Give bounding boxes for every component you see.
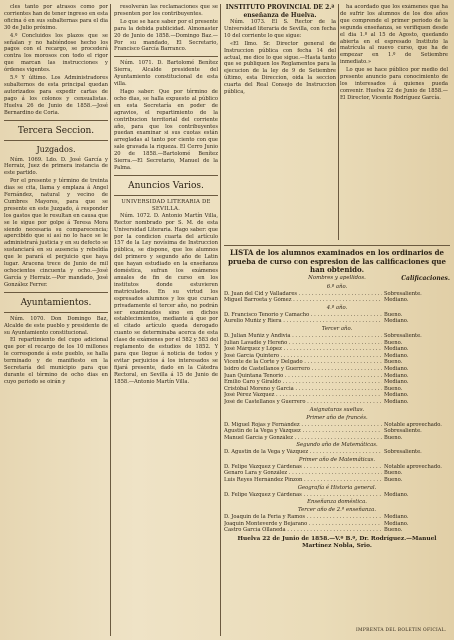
names-header: Nombres y apellidos. <box>308 274 366 281</box>
paragraph: Lo que se hace saber por el presente para la debida publicidad. Almonaster 20 de Junio de 1858.—Domingo Baz.—Por su mandado, El Secretario, Francisco García Barranco. <box>114 18 218 53</box>
column-rule <box>110 4 111 636</box>
group-heading: Tercer año de 2.ª enseñanza. <box>297 507 377 514</box>
group-heading: Primer año de francés. <box>306 414 368 421</box>
list-item <box>224 346 450 353</box>
student-name: D. Felipe Vázquez y Cárdenas . . . <box>224 464 382 471</box>
list-item <box>224 340 450 347</box>
student-name: Emilio Caro y Giraldo . . . <box>224 379 382 386</box>
group-heading: 4.º año. <box>326 304 348 311</box>
student-name: Isidro de Castellanos y Guerrero . . . <box>224 366 382 373</box>
student-name: D. Julian Muñiz y Andivia . . . <box>224 333 382 340</box>
paragraph: Núm. 1073. El S. Rector de la Universidad literaria de Sevilla, con fecha 10 del corriente lo que sigue: <box>224 19 336 39</box>
group-heading: Asignaturas sueltas. <box>309 406 365 413</box>
student-name: D. Felipe Vázquez y Cárdenas . . . <box>224 492 382 499</box>
divider <box>4 312 108 313</box>
grade: Sobresaliente. <box>384 428 422 435</box>
student-name: Cristóbal Moreno y Garcia . . . <box>224 386 382 393</box>
list-item <box>224 527 450 534</box>
student-name: Castro García Ollaneda . . . <box>224 527 382 534</box>
exam-results-list <box>224 242 450 636</box>
imprint: IMPRENTA DEL BOLETIN OFICIAL. <box>356 628 447 633</box>
grade: Bueno. <box>384 527 403 534</box>
student-name: D. Agustin de la Vega y Vázquez . . . <box>224 449 382 456</box>
grade: Mediano. <box>384 352 409 359</box>
student-name: José Pérez Vázquez . . . <box>224 392 382 399</box>
divider <box>224 245 450 246</box>
grade: Mediano. <box>384 491 409 498</box>
student-name: Miguel Barroeta y Gómez . . . <box>224 297 382 304</box>
list-item <box>224 399 450 406</box>
list-item <box>224 477 450 484</box>
list-item <box>224 428 450 435</box>
student-name: Manuel García y González . . . <box>224 435 382 442</box>
paragraph: Hago saber: Que por término de ocho dias, se halla expuesto al público en esta Secretaría en poder de agravios, el repartimiento de la contribucion territorial del corriente año, para que los contribuyentes puedan examinar si sus cuotas están arregladas al tanto por ciento con que sale gravada la riqueza. El Cerro Junio 20 de 1858.—Bartolomé Benítez Sierra.—El Secretario, Manuel de la Palma. <box>114 88 218 171</box>
section-title: Tercera Seccion. <box>17 125 95 136</box>
column-4 <box>340 4 448 240</box>
paragraph: Por el presente y término de treinta dias se cita, llama y emplaza á Angel Fernández, natural y vecino de Cumbres Mayores, para que se presente en este Juzgado, á responder los gastos que le resultan en causa que se le sigue por golpe á Teresa Mora siendo necesaria su comparecencia; apercibido que si así no lo hace se le administrará justicia y en su defecto se sustanciará en su ausencia y rebeldía que le parará el perjuicio que haya lugar. Aracena trece de Junio de mil ochocientos cincuenta y ocho.—José García y Herraiz.—Por mandado, José González Ferrer. <box>4 178 108 288</box>
column-1 <box>4 4 108 636</box>
student-name: Aurelio Muñiz y Riera . . . <box>224 318 382 325</box>
student-name: D. Joaquin de la Feria y Ramos . . . <box>224 514 382 521</box>
student-name: Agustin de la Vega y Vázquez . . . <box>224 428 382 435</box>
grade: Mediano. <box>384 514 409 521</box>
divider <box>114 56 218 57</box>
student-name: D. Miguel Rojas y Fernández . . . <box>224 422 382 429</box>
list-item <box>224 470 450 477</box>
result-groups <box>224 283 450 534</box>
grade: Mediano. <box>384 297 409 304</box>
list-item <box>224 318 450 325</box>
list-item <box>224 521 450 528</box>
subsection-title: Juzgados. <box>36 144 76 154</box>
paragraph: 5.º Y último. Los Administradores subalternos de esta principal quedan autorizados para expedir cartas de pago á los colonos y censualistas. Huelva 26 de Junio de 1858.—José Bernardino de Coria. <box>4 75 108 116</box>
grade: Notable aprovechado. <box>384 421 442 428</box>
list-item <box>224 291 450 298</box>
student-name: José de Castellanos y Guerrero . . . <box>224 399 382 406</box>
grade: Mediano. <box>384 346 409 353</box>
paragraph: cles tanto por atrasos como por corrientes han de tener ingreso en esta oficina ó en sus subalternas para el dia 30 de Julio próximo. <box>4 4 108 31</box>
grade: Bueno. <box>384 385 403 392</box>
list-item <box>224 422 450 429</box>
divider <box>4 292 108 293</box>
paragraph: Núm. 1072. D. Antonio Martín Villa, Rector nombrado por S. M. de esta Universidad Literaria. Hago saber: que por la condicion cuarta del artículo 157 de la Ley novísima de Instruccion pública, se dispone, que los alumnos del primero y segundo año de Latin que hayan estudiado en la enseñanza doméstica, sufran los exámenes anuales de fin de curso en los institutos donde estuvieren matriculados. En su virtud los espresados alumnos y los que cursan privadamente el tercer año, no podrán ser examinados sino en dichos establecimientos, mediante á que por el citado artículo queda derogado cuanto se determinaba acerca de esta clase de exámenes por el 582 y 583 del reglamento de estudios de 1852. Y para que llegue á noticia de todos y evitar perjuicios á los interesados se fijará presente, dado en la Cátedra Rectoral, en Sevilla á 15 de Junio de 1858.—Antonio Martín Villa. <box>114 212 218 385</box>
paragraph: Núm. 1070. Don Domingo Baz, Alcalde de este pueblo y presidente de su Ayuntamiento constitucional. <box>4 315 108 336</box>
group-heading: 6.º año. <box>326 283 348 290</box>
student-name: Genaro Lara y González . . . <box>224 470 382 477</box>
section-title: Anuncios Varios. <box>128 180 204 191</box>
column-rule <box>220 4 221 636</box>
student-name: Vicente de la Corte y Delgado . . . <box>224 359 382 366</box>
group-heading: Enseñanza doméstica. <box>307 499 367 506</box>
grade: Bueno. <box>384 434 403 441</box>
group-heading: Segundo año de Matemáticas. <box>296 442 378 449</box>
subsection-title: UNIVERSIDAD LITERARIA DE SEVILLA. <box>121 198 211 212</box>
student-name: Luis Reyes Hernández Pinzon . . . <box>224 477 382 484</box>
grade: Bueno. <box>384 477 403 484</box>
grade: Mediano. <box>384 379 409 386</box>
grade: Mediano. <box>384 372 409 379</box>
divider <box>114 175 218 176</box>
list-item <box>224 435 450 442</box>
section-title: Ayuntamientos. <box>20 297 92 308</box>
student-name: D. Juan del Cid y Valladares . . . <box>224 291 382 298</box>
list-item <box>224 386 450 393</box>
grade: Sobresaliente. <box>384 290 422 297</box>
group-heading: Geografía é Historia general. <box>297 484 377 491</box>
list-item <box>224 297 450 304</box>
grade: Bueno. <box>384 470 403 477</box>
grade: Mediano. <box>384 318 409 325</box>
student-name: José Márquez y López . . . <box>224 346 382 353</box>
grade: Mediano. <box>384 398 409 405</box>
paragraph: ha acordado que los exámenes que ha de sufrir los alumnos de los dos años que comprende el primer periodo de la segunda enseñanza, se verifiquen desde el dia 1.º al 15 de Agosto, quedando abierta en el espresado Instituto la matrícula al nuevo curso, que ha de empezar en 1.º de Setiembre inmediato.» <box>340 4 448 66</box>
notice-heading: INSTITUTO PROVINCIAL DE 2.ª enseñanza de Huelva. <box>225 4 335 19</box>
list-item <box>224 333 450 340</box>
grade: Sobresaliente. <box>384 449 422 456</box>
list-item <box>224 373 450 380</box>
column-3 <box>224 4 336 240</box>
paragraph: 4.º Concluidos los plazos que se señalan y no habiéndose hecho los pagos con el recargo, se procederá contra los morosos con todo el rigor que marcan las instrucciones y órdenes vigentes. <box>4 32 108 74</box>
grade: Mediano. <box>384 520 409 527</box>
divider <box>4 120 108 121</box>
group-heading: Primer año de Matemáticas. <box>298 456 376 463</box>
grades-header: Calificaciones. <box>401 275 450 282</box>
group-heading: Tercer año. <box>321 325 353 332</box>
list-item <box>224 353 450 360</box>
divider <box>4 140 108 141</box>
list-item <box>224 492 450 499</box>
student-name: Juan Quintana Tenorio . . . <box>224 373 382 380</box>
paragraph: Núm. 1071. D. Bartolomé Benítez Sierra, Alcalde presidente del Ayuntamiento constitucional de esta villa. <box>114 60 218 88</box>
paragraph: Núm. 1069. Ldo. D. José García y Herraiz, Juez de primera instancia de este partido. <box>4 156 108 177</box>
student-name: José García Quintero . . . <box>224 353 382 360</box>
list-title: LISTA de los alumnos examinados en los ordinarios de prueba de curso con espresion de las calificaciones que han obtenido. <box>228 248 446 274</box>
grade: Notable aprovechado. <box>384 463 442 470</box>
student-name: Joaquin Monteverde y Bejarano . . . <box>224 521 382 528</box>
student-name: Julian Lavadie y Hereño . . . <box>224 340 382 347</box>
grade: Bueno. <box>384 311 403 318</box>
list-item <box>224 359 450 366</box>
list-item <box>224 449 450 456</box>
list-footer: Huelva 22 de Junio de 1858.—V.º B.º, Dr. Rodríguez.—Manuel Martínez Nobla, Srio. <box>237 536 437 550</box>
grade: Mediano. <box>384 392 409 399</box>
grade: Bueno. <box>384 339 403 346</box>
paragraph: Lo que se hace público por medio del presente anuncio para conocimiento de los interesados á quienes pueda convenir. Huelva 22 de Junio de 1858.—El Director, Vicente Rodríguez García. <box>340 67 448 101</box>
paragraph: resolverán las reclamaciones que se presenten por los contribuyentes. <box>114 4 218 17</box>
list-item <box>224 366 450 373</box>
divider <box>114 195 218 196</box>
grade: Mediano. <box>384 365 409 372</box>
paragraph: El repartimiento del cupo adicional que por el recargo de los 10 millones le corresponde á este pueblo, se halla terminado y de manifiesto en la Secretaría del municipio para que durante el término de ocho dias en cuyo periodo se oirán y <box>4 337 108 385</box>
list-item <box>224 514 450 521</box>
list-item <box>224 379 450 386</box>
column-rule <box>338 4 339 240</box>
list-item <box>224 392 450 399</box>
column-2 <box>114 4 218 636</box>
paragraph: «El Ilmo. Sr. Director general de Instruccion pública con fecha 14 del actual, me dice lo que sigue.—Hasta tanto que se publiquen los Reglamentos para la ejecucion de la ley de 9 de Setiembre último, esta Direccion, oida la seccion cuarta del Real Consejo de Instruccion pública, <box>224 40 336 96</box>
grade: Bueno. <box>384 359 403 366</box>
student-name: D. Francisco Tenorio y Camacho . . . <box>224 312 382 319</box>
list-item <box>224 464 450 471</box>
grade: Sobresaliente. <box>384 332 422 339</box>
list-item <box>224 312 450 319</box>
